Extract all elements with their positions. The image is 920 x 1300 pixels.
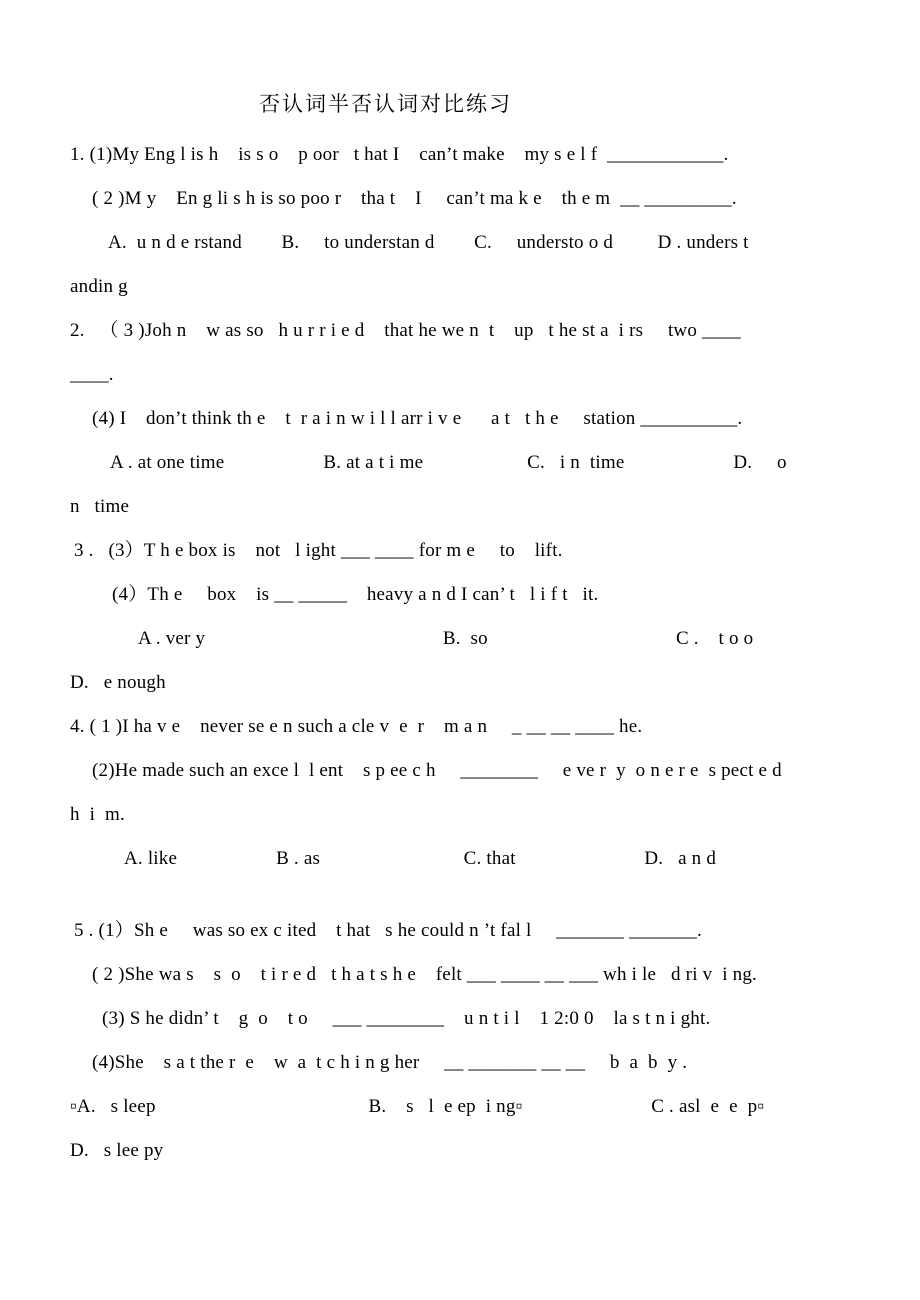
question-1-part-1: 1. (1)My Eng l is h is s o p oor t hat I can’t make my s e l f ____________.	[70, 144, 729, 165]
question-5-options: ▫A. s leep B. s l e ep i ng▫ C . asl e e p▫	[70, 1096, 765, 1117]
question-1-part-2: ( 2 )M y En g li s h is so poo r tha t I can’t ma k e th e m __ _________.	[92, 188, 737, 209]
question-3-part-2: (4）Th e box is __ _____ heavy a n d I can’ t l i f t it.	[112, 584, 599, 605]
question-5-part-3: (3) S he didn’ t g o t o ___ ________ u n t i l 1 2:0 0 la s t n i ght.	[102, 1008, 711, 1029]
question-4-options: A. like B . as C. that D. a n d	[124, 848, 717, 869]
question-1-options: A. u n d e rstand B. to understan d C. understo o d D . unders t	[108, 232, 749, 253]
question-5-part-2: ( 2 )She wa s s o t i r e d t h a t s h e felt ___ ____ __ ___ wh i le d ri v i ng.	[92, 964, 757, 985]
question-3-part-1: 3 . (3）T h e box is not l ight ___ ____ for m e to lift.	[74, 540, 563, 561]
question-2-options: A . at one time B. at a t i me C. i n time D. o	[110, 452, 787, 473]
question-5-part-1: 5 . (1）Sh e was so ex c ited t hat s he could n ’t fal l _______ _______.	[74, 920, 702, 941]
question-3-options: A . ver y B. so C . t o o	[138, 628, 754, 649]
question-5-options-wrap: D. s lee py	[70, 1140, 164, 1161]
question-5-part-4: (4)She s a t the r e w a t c h i n g her __ _______ __ __ b a b y .	[92, 1052, 688, 1073]
question-1-options-wrap: andin g	[70, 276, 128, 297]
page-title: 否认词半否认词对比练习	[259, 92, 512, 116]
question-4-part-2-wrap: h i m.	[70, 804, 125, 825]
question-4-part-2: (2)He made such an exce l l ent s p ee c h ________ e ve r y o n e r e s pect e d	[92, 760, 782, 781]
question-2-part-2: (4) I don’t think th e t r a i n w i l l arr i v e a t t h e station __________.	[92, 408, 743, 429]
question-2-part-1: 2. （ 3 )Joh n w as so h u r r i e d that he we n t up t he st a i rs two ____	[70, 320, 741, 341]
question-3-options-wrap: D. e nough	[70, 672, 166, 693]
question-2-options-wrap: n time	[70, 496, 130, 517]
question-4-part-1: 4. ( 1 )I ha v e never se e n such a cle v e r m a n _ __ __ ____ he.	[70, 716, 643, 737]
question-2-part-1-wrap: ____.	[70, 364, 114, 385]
